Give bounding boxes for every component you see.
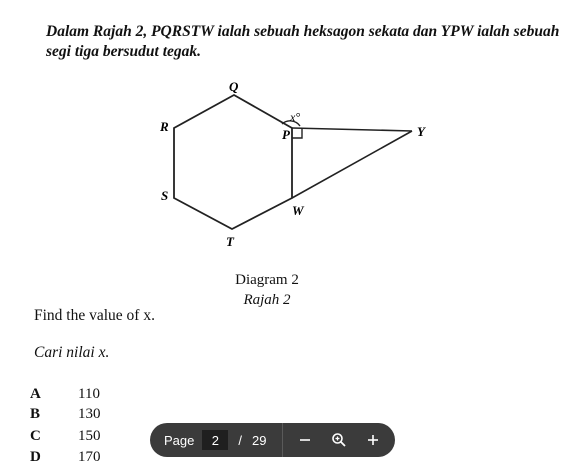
plus-icon	[366, 433, 380, 447]
question-english: Find the value of x.	[34, 307, 155, 324]
total-pages: 29	[252, 432, 267, 448]
intro-line-2: segi tiga bersudut tegak.	[46, 43, 202, 60]
option-a-value: 110	[78, 386, 100, 402]
line-py	[292, 128, 412, 131]
option-d-letter: D	[30, 449, 41, 465]
label-p: P	[282, 127, 290, 142]
toolbar-divider	[282, 423, 283, 457]
option-c-value: 150	[78, 428, 101, 444]
page-separator: /	[238, 432, 242, 448]
zoom-out-button[interactable]	[293, 428, 317, 452]
zoom-magnifier-icon	[331, 432, 347, 448]
page-navigation-toolbar	[150, 423, 395, 457]
label-y: Y	[417, 124, 425, 139]
current-page-input[interactable]: 2	[202, 430, 228, 450]
option-a-letter: A	[30, 386, 41, 402]
label-q: Q	[229, 79, 239, 94]
label-r: R	[160, 119, 169, 134]
zoom-reset-button[interactable]	[327, 428, 351, 452]
line-yw	[292, 131, 412, 198]
label-angle-x: x°	[290, 110, 301, 124]
caption-malay: Rajah 2	[243, 292, 291, 308]
label-t: T	[226, 234, 234, 249]
right-angle-marker	[292, 128, 302, 138]
option-d-value: 170	[78, 449, 101, 465]
question-malay: Cari nilai x.	[34, 344, 110, 361]
option-b-letter: B	[30, 406, 41, 422]
label-s: S	[161, 188, 169, 203]
zoom-in-button[interactable]	[361, 428, 385, 452]
label-w: W	[292, 203, 304, 218]
option-c-letter: C	[30, 428, 41, 444]
caption-english: Diagram 2	[235, 272, 299, 288]
intro-line-1: Dalam Rajah 2, PQRSTW ialah sebuah heksagon sekata dan YPW ialah sebuah	[46, 23, 560, 40]
page-label: Page	[164, 432, 195, 448]
minus-icon	[298, 433, 312, 447]
option-b-value: 130	[78, 406, 101, 422]
hexagon-shape	[174, 95, 292, 229]
